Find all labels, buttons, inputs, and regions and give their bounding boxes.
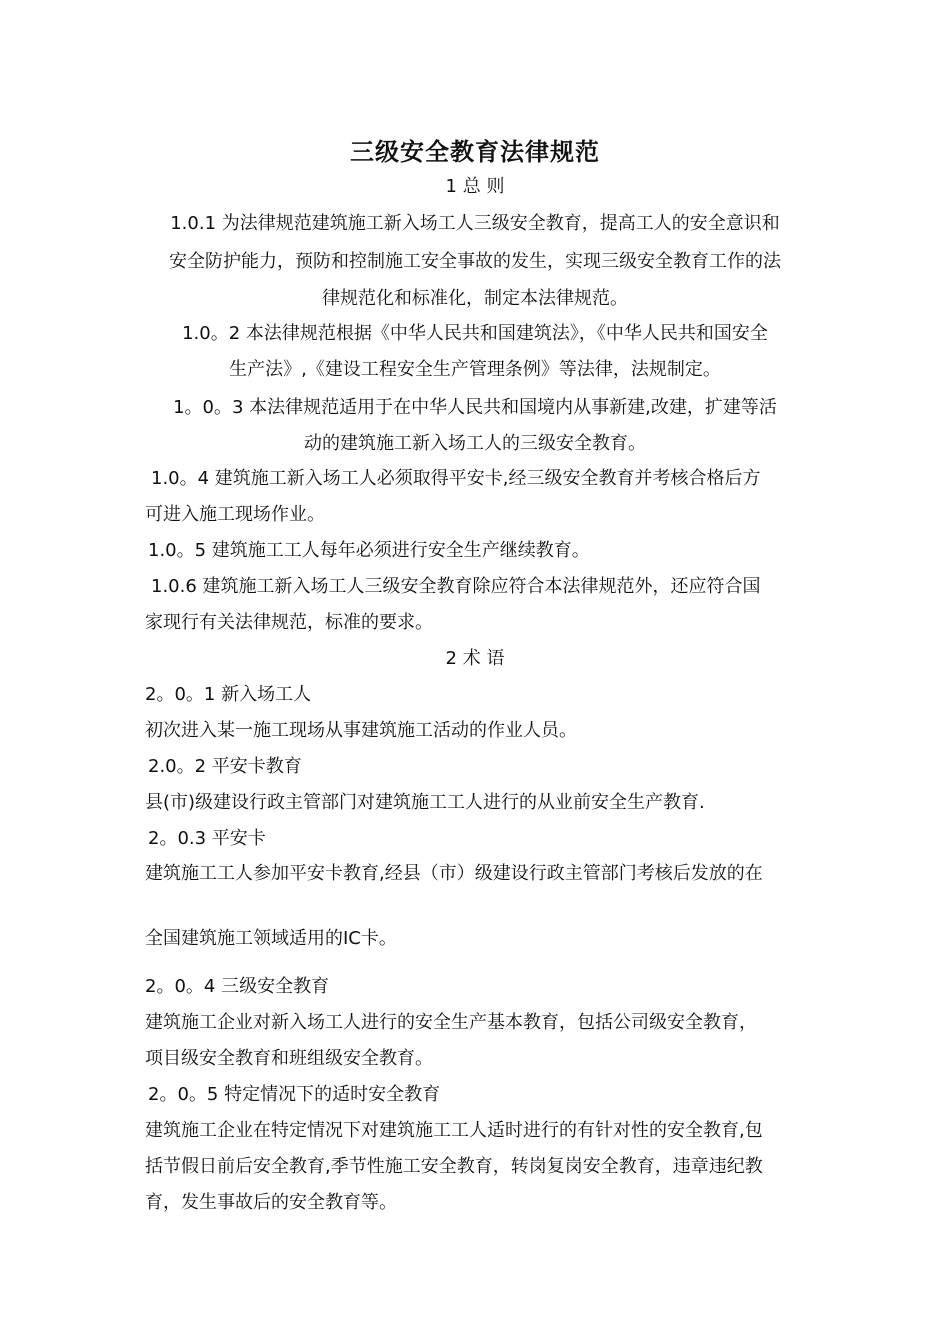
term-2-0-4-definition-line-2: 项目级安全教育和班组级安全教育。 (145, 1048, 433, 1069)
term-2-0-3: 2。0.3 平安卡 (148, 828, 266, 849)
term-2-0-3-definition-line-1: 建筑施工工人参加平安卡教育,经县（市）级建设行政主管部门考核后发放的在 (145, 863, 763, 884)
clause-1-0-4-line-1: 1.0。4 建筑施工新入场工人必须取得平安卡,经三级安全教育并考核合格后方 (151, 468, 761, 489)
term-2-0-5-definition-line-1: 建筑施工企业在特定情况下对建筑施工工人适时进行的有针对性的安全教育,包 (145, 1120, 763, 1141)
clause-1-0-3-line-1: 1。0。3 本法律规范适用于在中华人民共和国境内从事新建,改建，扩建等活 (173, 397, 777, 418)
clause-1-0-6-line-2: 家现行有关法律规范，标准的要求。 (145, 612, 433, 633)
term-2-0-2: 2.0。2 平安卡教育 (148, 756, 302, 777)
chapter-1-heading: 1 总 则 (445, 176, 505, 197)
term-2-0-1: 2。0。1 新入场工人 (145, 684, 312, 705)
clause-1-0-1-line-1: 1.0.1 为法律规范建筑施工新入场工人三级安全教育，提高工人的安全意识和 (170, 213, 780, 234)
term-2-0-4-definition-line-1: 建筑施工企业对新入场工人进行的安全生产基本教育，包括公司级安全教育， (145, 1012, 757, 1033)
clause-1-0-4-line-2: 可进入施工现场作业。 (145, 504, 325, 525)
term-2-0-3-definition-line-2: 全国建筑施工领域适用的IC卡。 (145, 928, 397, 949)
document-title: 三级安全教育法律规范 (350, 138, 600, 166)
clause-1-0-1-line-3: 律规范化和标准化，制定本法律规范。 (322, 288, 628, 309)
clause-1-0-2-line-1: 1.0。2 本法律规范根据《中华人民共和国建筑法》，《中华人民共和国安全 (182, 323, 768, 344)
clause-1-0-3-line-2: 动的建筑施工新入场工人的三级安全教育。 (304, 433, 646, 454)
term-2-0-5-definition-line-2: 括节假日前后安全教育,季节性施工安全教育，转岗复岗安全教育，违章违纪教 (145, 1156, 763, 1177)
term-2-0-4: 2。0。4 三级安全教育 (145, 976, 330, 997)
clause-1-0-2-line-2: 生产法》,《建设工程安全生产管理条例》等法律，法规制定。 (229, 359, 721, 380)
term-2-0-5-definition-line-3: 育，发生事故后的安全教育等。 (145, 1192, 397, 1213)
term-2-0-5: 2。0。5 特定情况下的适时安全教育 (148, 1084, 441, 1105)
clause-1-0-1-line-2: 安全防护能力，预防和控制施工安全事故的发生，实现三级安全教育工作的法 (169, 251, 781, 272)
term-2-0-2-definition: 县(市)级建设行政主管部门对建筑施工工人进行的从业前安全生产教育. (145, 792, 705, 813)
chapter-2-heading: 2 术 语 (445, 648, 505, 669)
clause-1-0-5: 1.0。5 建筑施工工人每年必须进行安全生产继续教育。 (148, 540, 590, 561)
clause-1-0-6-line-1: 1.0.6 建筑施工新入场工人三级安全教育除应符合本法律规范外，还应符合国 (151, 576, 761, 597)
term-2-0-1-definition: 初次进入某一施工现场从事建筑施工活动的作业人员。 (145, 720, 577, 741)
